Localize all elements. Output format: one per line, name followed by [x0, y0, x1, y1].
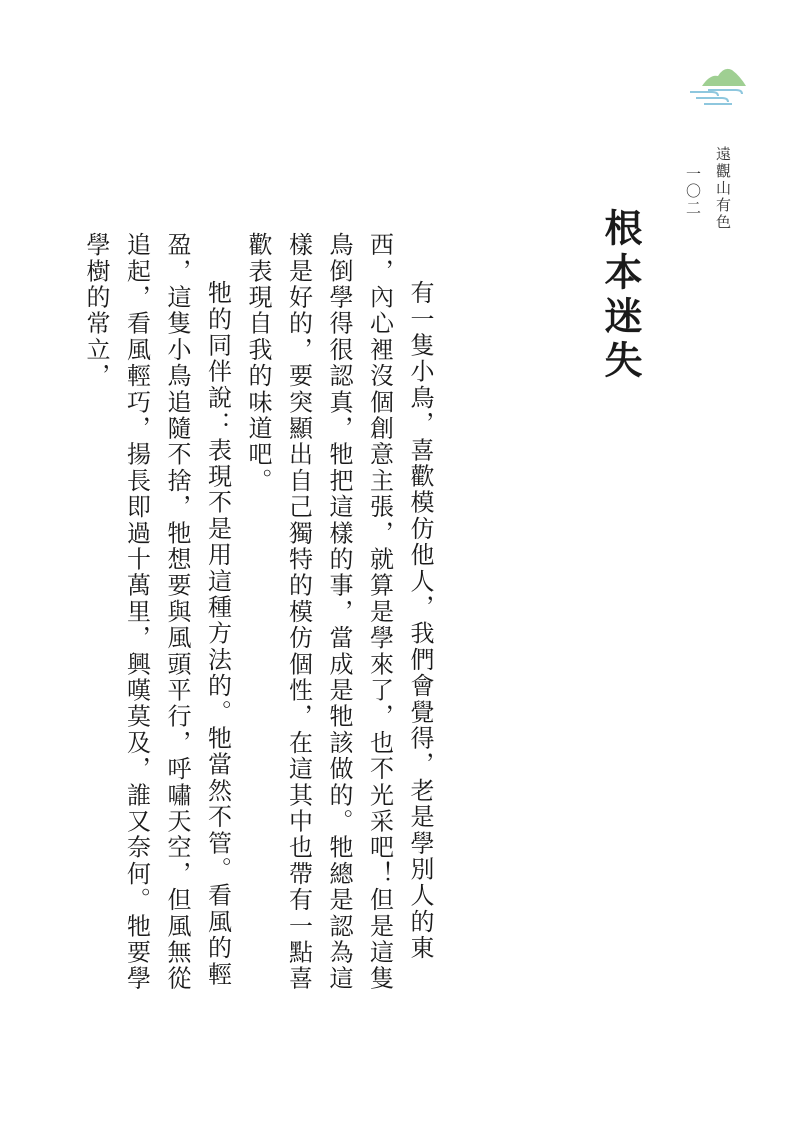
- running-header: [684, 146, 738, 231]
- article-title: 根本迷失: [598, 208, 643, 384]
- mountain-cloud-logo-icon: [688, 62, 748, 112]
- page-number: 一〇二: [684, 166, 702, 217]
- article-body: [82, 232, 440, 992]
- paragraph: 牠的同伴說：表現不是用這種方法的。牠當然不管。看風的輕盈，這隻小鳥追隨不捨，牠想要與風頭平行，呼嘯天空，但風無從追起，看風輕巧，揚長即過十萬里，興嘆莫及，誰又奈何。牠要學學樹的常立，: [82, 232, 232, 992]
- paragraph: 有一隻小鳥，喜歡模仿他人，我們會覺得，老是學別人的東西，內心裡沒個創意主張，就算是學來了，也不光采吧！但是這隻鳥倒學得很認真，牠把這樣的事，當成是牠該做的。牠總是認為這樣是好的，要突顯出自己獨特的模仿個性，在這其中也帶有一點喜歡表現自我的味道吧。: [244, 232, 434, 992]
- book-title: 遠觀山有色: [714, 146, 732, 231]
